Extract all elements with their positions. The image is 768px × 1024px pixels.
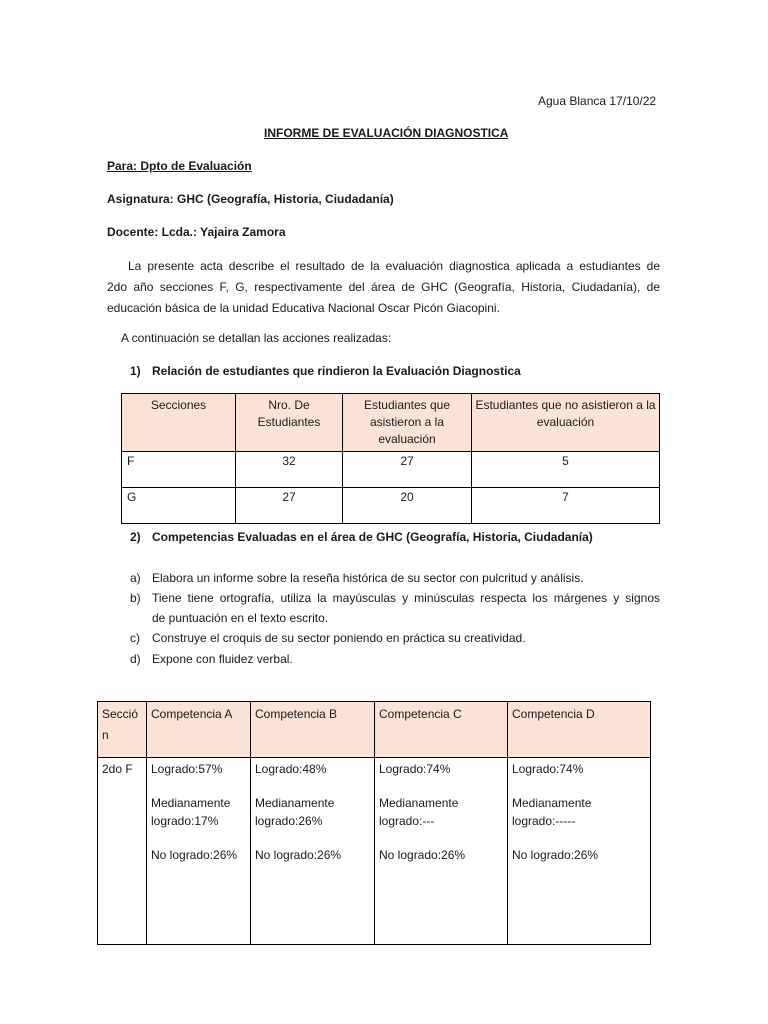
table-row — [98, 758, 651, 945]
subject-field: Asignatura: GHC (Geografía, Historia, Ciudadanía) — [107, 192, 394, 206]
cell-student-count: 32 — [236, 452, 343, 488]
intro-line: La presente acta describe el resultado de la evaluación diagnostica aplicada a estudiantes de — [128, 259, 660, 273]
cell-attended: 20 — [343, 488, 472, 524]
cell-student-count: 27 — [236, 488, 343, 524]
header-competency-c: Competencia C — [375, 702, 508, 758]
cell-not-attended: 7 — [472, 488, 660, 524]
header-sections: Secciones — [122, 394, 236, 452]
header-competency-b: Competencia B — [251, 702, 375, 758]
actions-intro: A continuación se detallan las acciones realizadas: — [121, 331, 392, 345]
cell-competency-c: Logrado:74% Medianamente logrado:--- No logrado:26% — [375, 758, 508, 945]
header-student-count: Nro. De Estudiantes — [236, 394, 343, 452]
header-not-attended: Estudiantes que no asistieron a la evaluación — [472, 394, 660, 452]
cell-not-attended: 5 — [472, 452, 660, 488]
recipient-field: Para: Dpto de Evaluación — [107, 159, 252, 173]
cell-attended: 27 — [343, 452, 472, 488]
table-header-row — [98, 702, 651, 758]
competency-results-table — [97, 701, 651, 945]
cell-competency-a: Logrado:57% Medianamente logrado:17% No logrado:26% — [147, 758, 251, 945]
table-header-row — [122, 394, 660, 452]
table-row — [122, 452, 660, 488]
intro-line: educación básica de la unidad Educativa Nacional Oscar Picón Giacopini. — [107, 301, 500, 315]
section1-number: 1) — [130, 364, 141, 378]
cell-competency-d: Logrado:74% Medianamente logrado:----- No logrado:26% — [508, 758, 651, 945]
section2-number: 2) — [130, 530, 141, 544]
cell-section: G — [122, 488, 236, 524]
intro-paragraph — [107, 256, 660, 319]
section2-title: Competencias Evaluadas en el área de GHC (Geografía, Historia, Ciudadanía) — [152, 530, 593, 544]
students-table — [121, 393, 660, 524]
header-attended: Estudiantes que asistieron a la evaluación — [343, 394, 472, 452]
header-section: Secció n — [98, 702, 147, 758]
teacher-field: Docente: Lcda.: Yajaira Zamora — [107, 225, 286, 239]
cell-section: 2do F — [98, 758, 147, 945]
intro-line: 2do año secciones F, G, respectivamente del área de GHC (Geografía, Historia, Ciudadanía), de — [107, 280, 660, 294]
document-title: INFORME DE EVALUACIÓN DIAGNOSTICA — [264, 126, 509, 140]
section1-title: Relación de estudiantes que rindieron la Evaluación Diagnostica — [152, 364, 521, 378]
place-date: Agua Blanca 17/10/22 — [538, 94, 657, 108]
cell-section: F — [122, 452, 236, 488]
header-competency-d: Competencia D — [508, 702, 651, 758]
cell-competency-b: Logrado:48% Medianamente logrado:26% No logrado:26% — [251, 758, 375, 945]
table-row — [122, 488, 660, 524]
header-competency-a: Competencia A — [147, 702, 251, 758]
